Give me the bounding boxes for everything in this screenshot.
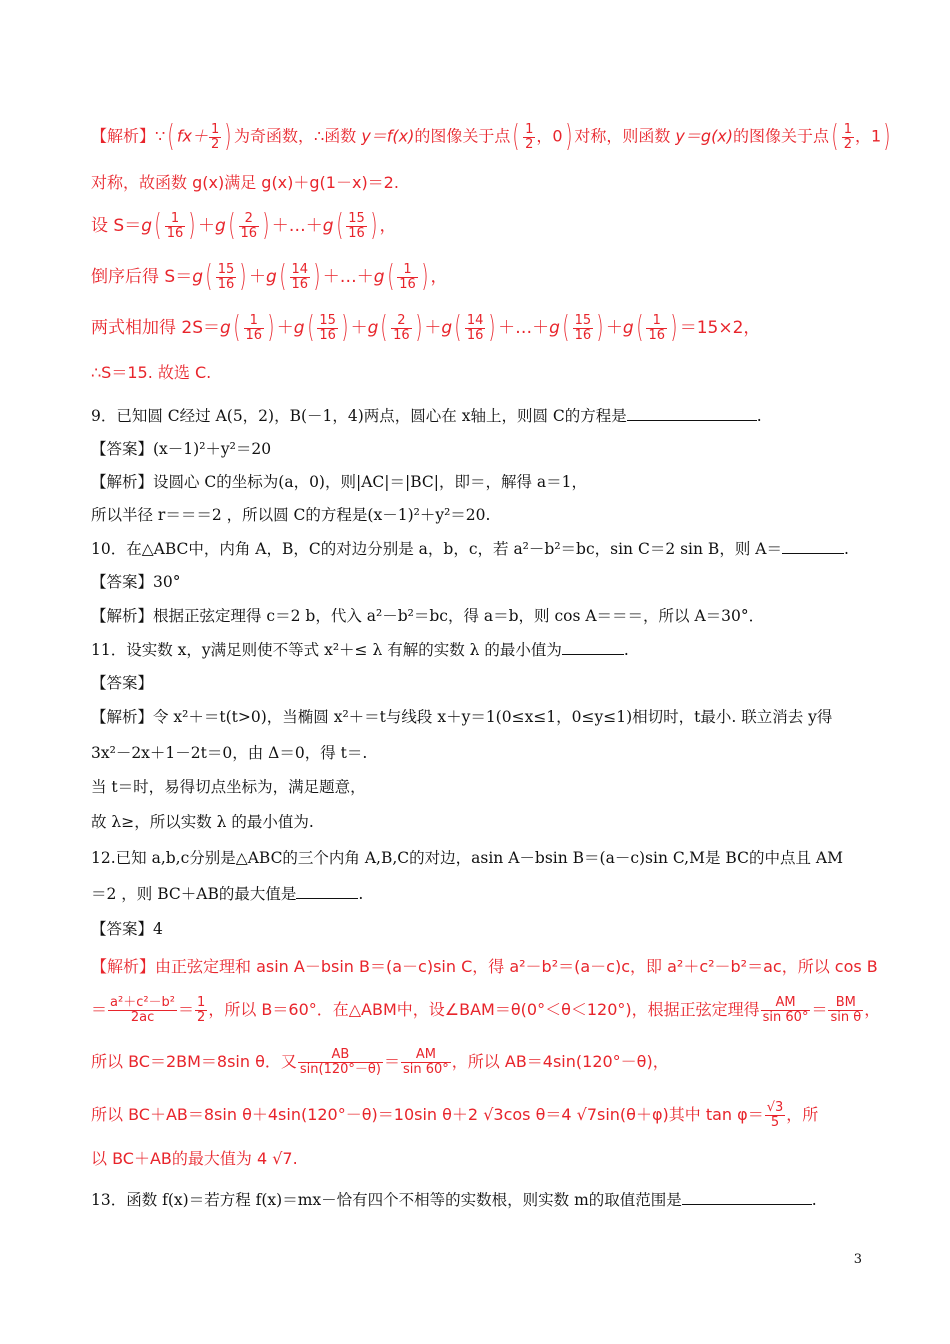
q12-analysis-1: 【解析】由正弦定理和 asin A－bsin B＝(a－c)sin C，得 a²－b²＝(a－c)c，即 a²＋c²－b²＝ac，所以 cos B [91, 957, 878, 976]
s8-line6: ∴S＝15. 故选 C. [91, 363, 212, 382]
q11-analysis-2: 3x²－2x＋1－2t＝0，由 Δ＝0，得 t＝. [91, 744, 368, 762]
q10-question: 10．在△ABC中，内角 A，B，C的对边分别是 a，b，c，若 a²－b²＝bc，sin C＝2 sin B，则 A＝ . [91, 540, 849, 558]
q9-question: 9．已知圆 C经过 A(5，2)，B(－1，4)两点，圆心在 x轴上，则圆 C的方程是 . [91, 407, 762, 425]
q12-question-2: ＝2 ，则 BC＋AB的最大值是 . [91, 885, 364, 903]
q10-analysis: 【解析】根据正弦定理得 c＝2 b，代入 a²－b²＝bc，得 a＝b，则 cos A＝＝＝，所以 A＝30°． [91, 607, 765, 625]
s8-line3: 设 S＝g( $\frac{1}{16}$ ) ＋g( $\frac{2}{16}$ ) ＋…＋g( $\frac{15}{16}$ ) ， [91, 208, 397, 243]
q9-analysis-1: 【解析】设圆心 C的坐标为(a，0)，则|AC|＝|BC|，即＝，解得 a＝1， [91, 473, 587, 491]
q12-analysis-4: 所以 BC＋AB＝8sin θ＋4sin(120°－θ)＝10sin θ＋2 √3cos θ＝4 √7sin(θ＋φ)其中 tan φ＝ $\frac{√3}{5}$ ，所 [91, 1100, 819, 1130]
q9-answer: 【答案】(x－1)²＋y²＝20 [91, 440, 272, 458]
q11-analysis-3: 当 t＝时，易得切点坐标为，满足题意， [91, 778, 366, 796]
s8-line2: 对称，故函数 g(x)满足 g(x)＋g(1－x)＝2. [91, 173, 399, 192]
q12-analysis-5: 以 BC＋AB的最大值为 4 √7. [91, 1149, 298, 1168]
q11-question: 11．设实数 x，y满足则使不等式 x²＋≤ λ 有解的实数 λ 的最小值为 . [91, 641, 629, 659]
s8-line4: 倒序后得 S＝g( $\frac{15}{16}$ ) ＋g( $\frac{14}{16}$ ) ＋…＋g( $\frac{1}{16}$ ) ， [91, 259, 448, 294]
q9-analysis-2: 所以半径 r＝＝＝2 ，所以圆 C的方程是(x－1)²＋y²＝20. [91, 506, 491, 524]
s8-line5: 两式相加得 2S＝g( $\frac{1}{16}$ ) ＋g( $\frac{15}{16}$ ) ＋g( $\frac{2}{16}$ ) ＋g( $\frac{14}{16}$ ) ＋…＋g( $\frac{15}{16}$ ) ＋g( $\frac{1}{16}$ ) ＝15×2， [91, 310, 761, 345]
s8-line1: 【解析】∵( fx＋ $\frac{1}{2}$ ) 为奇函数，∴函数 y＝f(x)的图像关于点( $\frac{1}{2}$ ，0) 对称，则函数 y＝g(x)的图像关于点( $\frac{1}{2}$ ，1) [91, 119, 891, 154]
page-number: 3 [853, 1252, 862, 1267]
q13-question: 13．函数 f(x)＝若方程 f(x)＝mx－恰有四个不相等的实数根，则实数 m的取值范围是 . [91, 1191, 817, 1209]
q12-answer: 【答案】4 [91, 920, 163, 938]
q11-answer: 【答案】 [91, 674, 154, 692]
q12-question-1: 12.已知 a,b,c分别是△ABC的三个内角 A,B,C的对边，asin A－bsin B＝(a－c)sin C,M是 BC的中点且 AM [91, 849, 843, 867]
q12-analysis-2: ＝ $\frac{\text{a²＋c²－b²}}{2ac}$ ＝ $\frac{1}{2}$ ，所以 B＝60°．在△ABM中，设∠BAM＝θ(0°＜θ＜120°)，根据正弦定理得 $\frac{AM}{\sin 60^\circ}$ ＝ $\frac{BM}{\text{sin θ}}$ ， [91, 995, 881, 1025]
q11-analysis-4: 故 λ≥，所以实数 λ 的最小值为. [91, 813, 314, 831]
q11-analysis-1: 【解析】令 x²＋＝t(t>0)，当椭圆 x²＋＝t与线段 x＋y＝1(0≤x≤1，0≤y≤1)相切时，t最小. 联立消去 y得 [91, 708, 833, 726]
q12-analysis-3: 所以 BC＝2BM＝8sin θ．又 $\frac{AB}{\sin(120^\circ-\theta)}$ ＝ $\frac{AM}{\sin 60^\circ}$ ，所以 AB＝4sin(120°－θ)， [91, 1047, 669, 1077]
q10-answer: 【答案】30° [91, 573, 181, 591]
